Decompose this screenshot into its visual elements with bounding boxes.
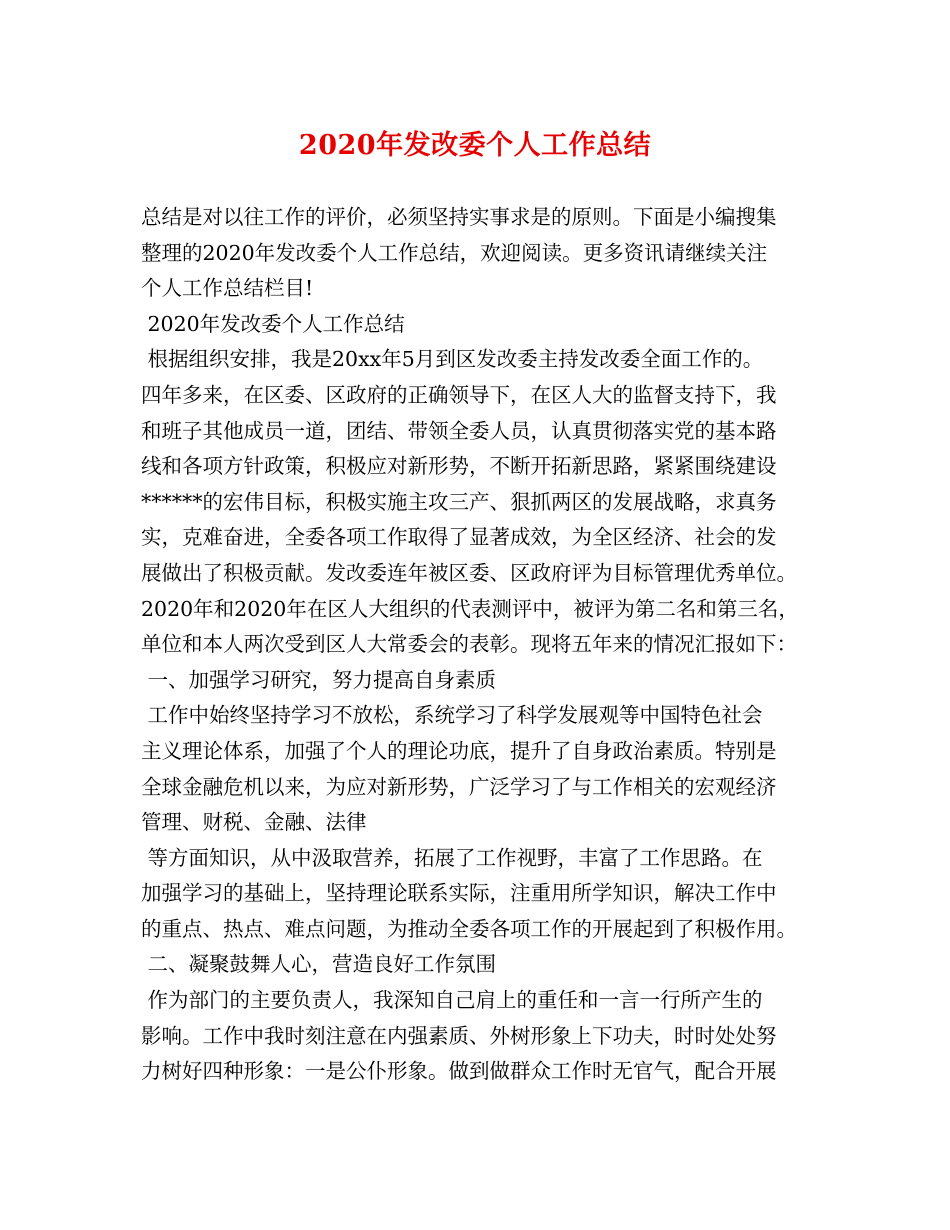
body-line: 四年多来，在区委、区政府的正确领导下，在区人大的监督支持下，我 xyxy=(141,382,777,407)
body-line: 线和各项方针政策，积极应对新形势，不断开拓新思路，紧紧围绕建设 xyxy=(141,454,777,479)
body-line: 实，克难奋进，全委各项工作取得了显著成效，为全区经济、社会的发 xyxy=(141,525,777,550)
body-line: 力树好四种形象：一是公仆形象。做到做群众工作时无官气，配合开展 xyxy=(141,1059,777,1084)
body-line: 根据组织安排，我是20xx年5月到区发改委主持发改委全面工作的。 xyxy=(141,347,764,372)
body-line: 管理、财税、金融、法律 xyxy=(141,810,367,835)
body-line: 二、凝聚鼓舞人心，营造良好工作氛围 xyxy=(141,952,497,977)
document-body xyxy=(141,200,831,1090)
document-title: 2020年发改委个人工作总结 xyxy=(298,130,652,161)
body-line: 展做出了积极贡献。发改委连年被区委、区政府评为目标管理优秀单位。 xyxy=(141,560,797,585)
body-line: 单位和本人两次受到区人大常委会的表彰。现将五年来的情况汇报如下： xyxy=(141,632,797,657)
body-line: 的重点、热点、难点问题，为推动全委各项工作的开展起到了积极作用。 xyxy=(141,916,797,941)
body-line: 2020年和2020年在区人大组织的代表测评中，被评为第二名和第三名， xyxy=(141,596,799,621)
body-line: 加强学习的基础上，坚持理论联系实际，注重用所学知识，解决工作中 xyxy=(141,881,777,906)
body-line: 主义理论体系，加强了个人的理论功底，提升了自身政治素质。特别是 xyxy=(141,738,777,763)
body-line: 总结是对以往工作的评价，必须坚持实事求是的原则。下面是小编搜集 xyxy=(141,205,777,229)
body-line: 工作中始终坚持学习不放松，系统学习了科学发展观等中国特色社会 xyxy=(141,703,763,728)
body-line: 个人工作总结栏目! xyxy=(141,276,314,301)
body-line: 等方面知识，从中汲取营养，拓展了工作视野，丰富了工作思路。在 xyxy=(141,845,763,870)
body-line: ******的宏伟目标，积极实施主攻三产、狠抓两区的发展战略，求真务 xyxy=(141,489,777,514)
body-line: 影响。工作中我时刻注意在内强素质、外树形象上下功夫，时时处处努 xyxy=(141,1023,777,1048)
body-line: 全球金融危机以来，为应对新形势，广泛学习了与工作相关的宏观经济 xyxy=(141,774,777,799)
body-line: 和班子其他成员一道，团结、带领全委人员，认真贯彻落实党的基本路 xyxy=(141,418,777,443)
body-line: 作为部门的主要负责人，我深知自己肩上的重任和一言一行所产生的 xyxy=(141,988,763,1013)
body-line: 整理的2020年发改委个人工作总结，欢迎阅读。更多资讯请继续关注 xyxy=(141,240,768,265)
body-line: 2020年发改委个人工作总结 xyxy=(141,311,405,336)
body-line: 一、加强学习研究，努力提高自身素质 xyxy=(141,667,497,692)
